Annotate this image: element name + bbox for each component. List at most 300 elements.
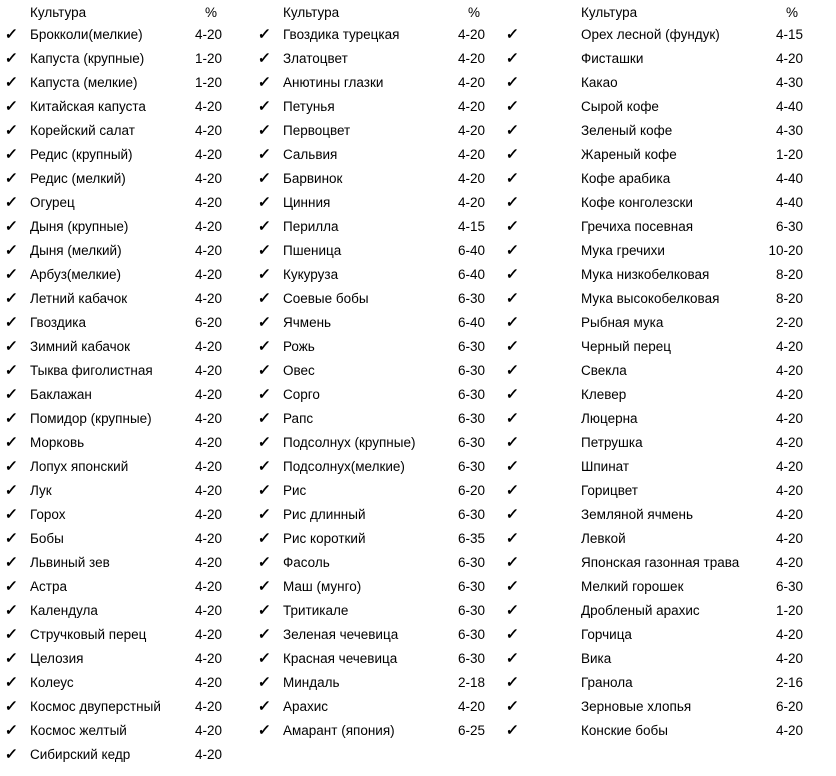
table-row xyxy=(4,598,224,622)
crop-name: Златоцвет xyxy=(283,50,348,66)
table-row xyxy=(505,454,805,478)
table-row xyxy=(505,598,805,622)
table-row xyxy=(257,190,487,214)
check-cell xyxy=(257,459,283,474)
check-cell xyxy=(4,651,30,666)
crop-name: Мука гречихи xyxy=(581,242,665,258)
check-cell xyxy=(257,291,283,306)
percent-value: 4-15 xyxy=(457,218,485,234)
percent-value: 4-20 xyxy=(457,50,485,66)
percent-value: 4-20 xyxy=(457,194,485,210)
checkmark-icon: ✓ xyxy=(4,649,19,667)
percent-value: 4-20 xyxy=(194,362,222,378)
crop-name: Кукуруза xyxy=(283,266,339,282)
checkmark-icon: ✓ xyxy=(4,97,19,115)
percent-value: 6-40 xyxy=(457,242,485,258)
check-cell xyxy=(4,243,30,258)
table-column-group-3 xyxy=(505,2,805,742)
check-cell xyxy=(257,75,283,90)
table-row xyxy=(505,94,805,118)
check-cell xyxy=(257,339,283,354)
crop-name: Миндаль xyxy=(283,674,340,690)
crop-name: Огурец xyxy=(30,194,75,210)
check-cell xyxy=(505,555,581,570)
crop-name: Шпинат xyxy=(581,458,630,474)
percent-value: 1-20 xyxy=(194,74,222,90)
check-cell xyxy=(505,603,581,618)
check-cell xyxy=(505,27,581,42)
check-cell xyxy=(505,123,581,138)
check-cell xyxy=(505,483,581,498)
checkmark-icon: ✓ xyxy=(505,409,520,427)
check-cell xyxy=(4,99,30,114)
percent-value: 4-30 xyxy=(775,74,803,90)
column-header-culture: Культура xyxy=(30,4,87,20)
percent-value: 6-20 xyxy=(457,482,485,498)
checkmark-icon: ✓ xyxy=(257,313,272,331)
check-cell xyxy=(4,507,30,522)
table-row xyxy=(505,310,805,334)
percent-value: 4-20 xyxy=(457,698,485,714)
percent-value: 6-20 xyxy=(194,314,222,330)
checkmark-icon: ✓ xyxy=(257,241,272,259)
crop-name: Подсолнух(мелкие) xyxy=(283,458,405,474)
checkmark-icon: ✓ xyxy=(257,265,272,283)
table-row xyxy=(257,478,487,502)
crop-name: Черный перец xyxy=(581,338,672,354)
percent-value: 4-20 xyxy=(775,338,803,354)
table-row xyxy=(4,526,224,550)
crop-name: Сырой кофе xyxy=(581,98,659,114)
check-cell xyxy=(505,651,581,666)
table-row xyxy=(505,214,805,238)
table-row xyxy=(4,262,224,286)
percent-value: 8-20 xyxy=(775,290,803,306)
check-cell xyxy=(505,435,581,450)
check-cell xyxy=(4,387,30,402)
crop-name: Космос двуперстный xyxy=(30,698,161,714)
percent-value: 4-20 xyxy=(457,146,485,162)
check-cell xyxy=(505,195,581,210)
check-cell xyxy=(257,555,283,570)
checkmark-icon: ✓ xyxy=(257,577,272,595)
table-row xyxy=(505,526,805,550)
check-cell xyxy=(257,603,283,618)
table-row xyxy=(505,574,805,598)
check-cell xyxy=(257,219,283,234)
percent-value: 4-20 xyxy=(457,170,485,186)
percent-value: 6-30 xyxy=(457,578,485,594)
percent-value: 4-20 xyxy=(775,722,803,738)
table-row xyxy=(257,574,487,598)
checkmark-icon: ✓ xyxy=(4,73,19,91)
crop-name: Первоцвет xyxy=(283,122,351,138)
percent-value: 4-20 xyxy=(194,458,222,474)
checkmark-icon: ✓ xyxy=(505,601,520,619)
percent-value: 6-30 xyxy=(457,386,485,402)
percent-value: 4-20 xyxy=(775,650,803,666)
percent-value: 4-20 xyxy=(194,170,222,186)
check-cell xyxy=(257,651,283,666)
check-cell xyxy=(257,123,283,138)
checkmark-icon: ✓ xyxy=(505,217,520,235)
crop-name: Мука низкобелковая xyxy=(581,266,710,282)
crop-name: Клевер xyxy=(581,386,627,402)
checkmark-icon: ✓ xyxy=(257,361,272,379)
checkmark-icon: ✓ xyxy=(505,145,520,163)
check-cell xyxy=(257,99,283,114)
check-cell xyxy=(4,51,30,66)
checkmark-icon: ✓ xyxy=(257,97,272,115)
percent-value: 6-30 xyxy=(457,434,485,450)
percent-value: 4-20 xyxy=(194,506,222,522)
table-column-group-2 xyxy=(257,2,487,742)
check-cell xyxy=(4,603,30,618)
table-row xyxy=(257,214,487,238)
check-cell xyxy=(505,459,581,474)
checkmark-icon: ✓ xyxy=(257,193,272,211)
table-row xyxy=(505,478,805,502)
crop-name: Капуста (мелкие) xyxy=(30,74,138,90)
checkmark-icon: ✓ xyxy=(4,169,19,187)
checkmark-icon: ✓ xyxy=(4,625,19,643)
percent-value: 4-20 xyxy=(194,578,222,594)
table-row xyxy=(4,46,224,70)
percent-value: 4-20 xyxy=(194,266,222,282)
crop-name: Лук xyxy=(30,482,52,498)
checkmark-icon: ✓ xyxy=(4,601,19,619)
table-row xyxy=(257,94,487,118)
checkmark-icon: ✓ xyxy=(4,505,19,523)
check-cell xyxy=(257,531,283,546)
check-cell xyxy=(257,723,283,738)
checkmark-icon: ✓ xyxy=(257,697,272,715)
check-cell xyxy=(505,315,581,330)
table-row xyxy=(505,550,805,574)
crop-name: Китайская капуста xyxy=(30,98,146,114)
check-cell xyxy=(505,579,581,594)
percent-value: 4-20 xyxy=(194,554,222,570)
check-cell xyxy=(257,411,283,426)
check-cell xyxy=(257,315,283,330)
checkmark-icon: ✓ xyxy=(4,697,19,715)
check-cell xyxy=(257,27,283,42)
check-cell xyxy=(505,723,581,738)
percent-value: 6-30 xyxy=(775,578,803,594)
table-row xyxy=(4,430,224,454)
crop-name: Рис длинный xyxy=(283,506,366,522)
percent-value: 10-20 xyxy=(768,242,803,258)
crop-name: Кофе арабика xyxy=(581,170,671,186)
percent-value: 6-40 xyxy=(457,266,485,282)
checkmark-icon: ✓ xyxy=(257,625,272,643)
check-cell xyxy=(4,699,30,714)
table-row xyxy=(505,502,805,526)
check-cell xyxy=(505,363,581,378)
percent-value: 4-20 xyxy=(194,386,222,402)
checkmark-icon: ✓ xyxy=(505,529,520,547)
crop-name: Люцерна xyxy=(581,410,638,426)
crop-name: Жареный кофе xyxy=(581,146,677,162)
check-cell xyxy=(257,435,283,450)
table-row xyxy=(4,22,224,46)
percent-value: 4-20 xyxy=(194,26,222,42)
table-row xyxy=(505,382,805,406)
table-row xyxy=(4,70,224,94)
table-row xyxy=(505,406,805,430)
checkmark-icon: ✓ xyxy=(505,385,520,403)
column-header-percent: % xyxy=(204,4,217,20)
crop-name: Целозия xyxy=(30,650,84,666)
crop-name: Левкой xyxy=(581,530,626,546)
table-row xyxy=(4,478,224,502)
percent-value: 4-20 xyxy=(194,602,222,618)
check-cell xyxy=(505,339,581,354)
crop-name: Дробленый арахис xyxy=(581,602,700,618)
percent-value: 6-30 xyxy=(457,650,485,666)
checkmark-icon: ✓ xyxy=(257,481,272,499)
checkmark-icon: ✓ xyxy=(257,721,272,739)
crop-name: Красная чечевица xyxy=(283,650,398,666)
checkmark-icon: ✓ xyxy=(505,265,520,283)
crop-name: Зеленый кофе xyxy=(581,122,673,138)
percent-value: 4-40 xyxy=(775,98,803,114)
table-header-row xyxy=(505,2,805,22)
percent-value: 4-15 xyxy=(775,26,803,42)
check-cell xyxy=(257,51,283,66)
checkmark-icon: ✓ xyxy=(505,289,520,307)
check-cell xyxy=(505,627,581,642)
table-row xyxy=(257,526,487,550)
table-row xyxy=(257,406,487,430)
crop-name: Рыбная мука xyxy=(581,314,664,330)
crop-name: Редис (мелкий) xyxy=(30,170,126,186)
check-cell xyxy=(4,75,30,90)
crop-name: Гречиха посевная xyxy=(581,218,694,234)
check-cell xyxy=(4,411,30,426)
crop-name: Баклажан xyxy=(30,386,92,402)
percent-value: 4-20 xyxy=(194,242,222,258)
checkmark-icon: ✓ xyxy=(505,481,520,499)
check-cell xyxy=(4,315,30,330)
crop-name: Соевые бобы xyxy=(283,290,369,306)
crop-name: Рис xyxy=(283,482,307,498)
check-cell xyxy=(257,267,283,282)
table-row xyxy=(257,46,487,70)
crop-name: Дыня (крупные) xyxy=(30,218,129,234)
crop-name: Овес xyxy=(283,362,315,378)
check-cell xyxy=(4,459,30,474)
crop-name: Рапс xyxy=(283,410,314,426)
checkmark-icon: ✓ xyxy=(505,649,520,667)
table-row xyxy=(505,70,805,94)
percent-value: 4-20 xyxy=(457,74,485,90)
checkmark-icon: ✓ xyxy=(257,289,272,307)
table-row xyxy=(257,70,487,94)
checkmark-icon: ✓ xyxy=(4,217,19,235)
percent-value: 4-40 xyxy=(775,170,803,186)
crop-name: Свекла xyxy=(581,362,627,378)
check-cell xyxy=(257,171,283,186)
checkmark-icon: ✓ xyxy=(4,433,19,451)
percent-value: 6-30 xyxy=(457,362,485,378)
check-cell xyxy=(4,291,30,306)
crop-name: Амарант (япония) xyxy=(283,722,395,738)
percent-value: 4-20 xyxy=(194,194,222,210)
checkmark-icon: ✓ xyxy=(505,505,520,523)
percent-value: 4-20 xyxy=(457,122,485,138)
percent-value: 4-20 xyxy=(775,362,803,378)
crop-name: Стручковый перец xyxy=(30,626,147,642)
table-row xyxy=(4,310,224,334)
percent-value: 4-20 xyxy=(194,530,222,546)
check-cell xyxy=(257,579,283,594)
percent-value: 6-30 xyxy=(457,554,485,570)
checkmark-icon: ✓ xyxy=(505,121,520,139)
table-row xyxy=(4,286,224,310)
checkmark-icon: ✓ xyxy=(4,313,19,331)
checkmark-icon: ✓ xyxy=(4,745,19,763)
table-row xyxy=(4,646,224,670)
percent-value: 4-20 xyxy=(775,410,803,426)
table-row xyxy=(257,598,487,622)
check-cell xyxy=(4,579,30,594)
table-row xyxy=(505,334,805,358)
checkmark-icon: ✓ xyxy=(257,673,272,691)
column-header-culture: Культура xyxy=(581,4,638,20)
crop-name: Колеус xyxy=(30,674,74,690)
percent-value: 4-20 xyxy=(775,506,803,522)
crop-name: Брокколи(мелкие) xyxy=(30,26,143,42)
checkmark-icon: ✓ xyxy=(4,673,19,691)
crop-name: Зеленая чечевица xyxy=(283,626,399,642)
table-row xyxy=(257,646,487,670)
checkmark-icon: ✓ xyxy=(4,457,19,475)
table-row xyxy=(257,238,487,262)
table-row xyxy=(4,118,224,142)
percent-value: 6-30 xyxy=(457,506,485,522)
percent-value: 6-30 xyxy=(457,290,485,306)
crop-name: Календула xyxy=(30,602,98,618)
percent-value: 6-30 xyxy=(457,458,485,474)
percent-value: 4-20 xyxy=(775,554,803,570)
table-row xyxy=(505,430,805,454)
percent-value: 4-20 xyxy=(194,746,222,762)
percent-value: 4-20 xyxy=(194,722,222,738)
check-cell xyxy=(4,171,30,186)
crop-name: Мука высокобелковая xyxy=(581,290,720,306)
percent-value: 1-20 xyxy=(775,146,803,162)
percent-value: 4-20 xyxy=(775,626,803,642)
check-cell xyxy=(505,531,581,546)
check-cell xyxy=(257,699,283,714)
percent-value: 4-20 xyxy=(194,698,222,714)
crop-name: Редис (крупный) xyxy=(30,146,133,162)
table-row xyxy=(4,142,224,166)
table-row xyxy=(257,694,487,718)
percent-value: 4-20 xyxy=(194,434,222,450)
checkmark-icon: ✓ xyxy=(4,265,19,283)
crop-name: Морковь xyxy=(30,434,85,450)
table-row xyxy=(505,358,805,382)
table-row xyxy=(4,742,224,766)
percent-value: 4-20 xyxy=(457,98,485,114)
checkmark-icon: ✓ xyxy=(257,457,272,475)
check-cell xyxy=(4,627,30,642)
crop-name: Петрушка xyxy=(581,434,643,450)
table-row xyxy=(257,142,487,166)
percent-value: 4-20 xyxy=(194,290,222,306)
percent-value: 8-20 xyxy=(775,266,803,282)
percent-value: 4-20 xyxy=(194,218,222,234)
table-row xyxy=(505,670,805,694)
percent-value: 4-20 xyxy=(194,98,222,114)
crop-name: Земляной ячмень xyxy=(581,506,694,522)
table-row xyxy=(257,166,487,190)
checkmark-icon: ✓ xyxy=(257,49,272,67)
checkmark-icon: ✓ xyxy=(4,481,19,499)
percent-value: 4-20 xyxy=(194,482,222,498)
percent-value: 4-30 xyxy=(775,122,803,138)
percent-value: 4-20 xyxy=(194,410,222,426)
column-header-culture: Культура xyxy=(283,4,340,20)
crop-name: Анютины глазки xyxy=(283,74,384,90)
table-row xyxy=(4,622,224,646)
checkmark-icon: ✓ xyxy=(4,25,19,43)
table-row xyxy=(257,286,487,310)
checkmark-icon: ✓ xyxy=(257,145,272,163)
check-cell xyxy=(4,723,30,738)
crop-name: Астра xyxy=(30,578,67,594)
table-row xyxy=(257,382,487,406)
crop-name: Тритикале xyxy=(283,602,349,618)
checkmark-icon: ✓ xyxy=(505,97,520,115)
checkmark-icon: ✓ xyxy=(257,385,272,403)
crop-name: Корейский салат xyxy=(30,122,135,138)
table-row xyxy=(257,502,487,526)
table-row xyxy=(257,358,487,382)
table-column-group-1 xyxy=(4,2,224,766)
checkmark-icon: ✓ xyxy=(505,49,520,67)
checkmark-icon: ✓ xyxy=(505,433,520,451)
check-cell xyxy=(257,147,283,162)
checkmark-icon: ✓ xyxy=(4,241,19,259)
percent-value: 4-20 xyxy=(775,434,803,450)
checkmark-icon: ✓ xyxy=(505,361,520,379)
table-row xyxy=(4,382,224,406)
checkmark-icon: ✓ xyxy=(257,553,272,571)
check-cell xyxy=(4,339,30,354)
checkmark-icon: ✓ xyxy=(505,337,520,355)
table-row xyxy=(505,718,805,742)
crop-name: Кофе конголезски xyxy=(581,194,693,210)
checkmark-icon: ✓ xyxy=(4,145,19,163)
check-cell xyxy=(505,387,581,402)
crop-name: Маш (мунго) xyxy=(283,578,362,594)
percent-value: 4-40 xyxy=(775,194,803,210)
percent-value: 4-20 xyxy=(775,50,803,66)
percent-value: 4-20 xyxy=(194,338,222,354)
checkmark-icon: ✓ xyxy=(257,25,272,43)
table-row xyxy=(4,358,224,382)
check-cell xyxy=(505,675,581,690)
table-row xyxy=(4,334,224,358)
checkmark-icon: ✓ xyxy=(257,409,272,427)
check-cell xyxy=(505,699,581,714)
crop-name: Фисташки xyxy=(581,50,644,66)
table-row xyxy=(4,406,224,430)
checkmark-icon: ✓ xyxy=(505,169,520,187)
